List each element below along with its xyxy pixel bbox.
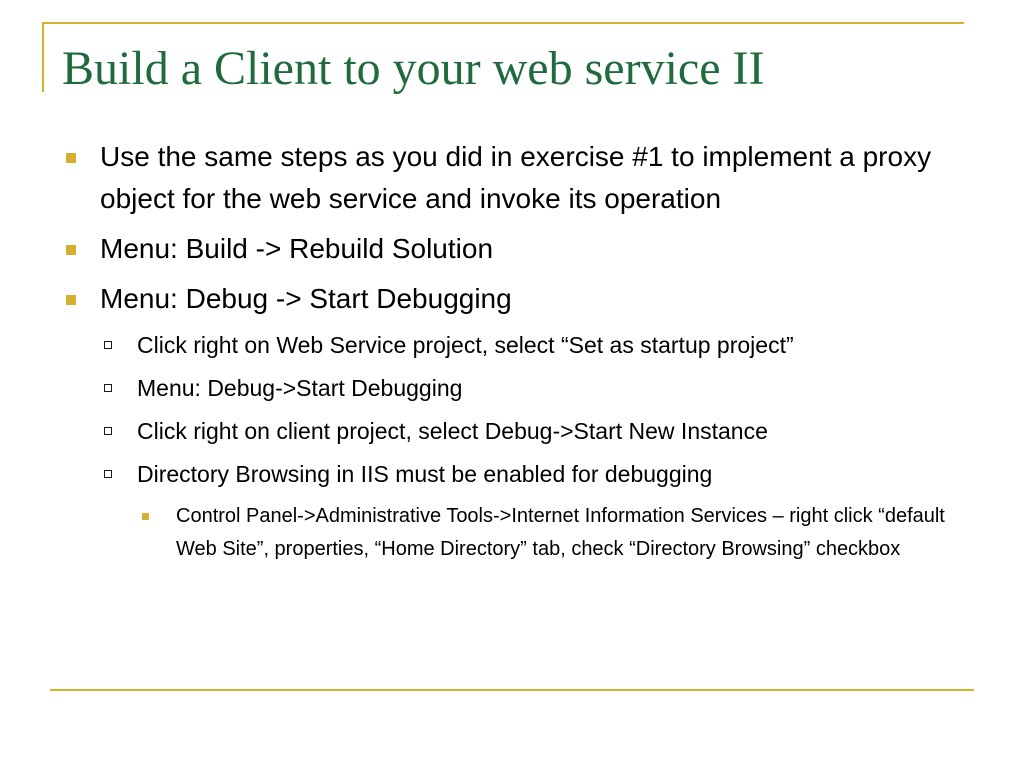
hollow-square-bullet-icon bbox=[104, 427, 112, 435]
bullet-list bbox=[62, 136, 962, 572]
square-bullet-icon bbox=[142, 513, 149, 520]
bullet-text: Use the same steps as you did in exercise #1 to implement a proxy object for the web service and invoke its operation bbox=[100, 141, 932, 214]
frame-top-rule bbox=[42, 22, 964, 24]
bullet-item-start-debugging bbox=[62, 278, 962, 320]
bullet-item-rebuild-solution bbox=[62, 228, 962, 270]
sub-sub-bullet-text: Control Panel->Administrative Tools->Internet Information Services – right click “default Web Site”, properties, “Home Directory” tab, check “Directory Browsing” checkbox bbox=[176, 505, 945, 560]
bullet-text: Menu: Debug -> Start Debugging bbox=[100, 283, 512, 314]
sub-bullet-item-directory-browsing bbox=[100, 457, 962, 491]
sub-sub-bullet-item-iis-settings bbox=[138, 500, 962, 566]
frame-bottom-rule bbox=[50, 689, 974, 691]
bullet-item-proxy-object bbox=[62, 136, 962, 220]
sub-bullet-text: Click right on Web Service project, select “Set as startup project” bbox=[137, 332, 794, 358]
sub-bullet-text: Menu: Debug->Start Debugging bbox=[137, 375, 463, 401]
sub-bullet-text: Click right on client project, select Debug->Start New Instance bbox=[137, 418, 768, 444]
bullet-text: Menu: Build -> Rebuild Solution bbox=[100, 233, 494, 264]
sub-bullet-text: Directory Browsing in IIS must be enabled for debugging bbox=[137, 461, 713, 487]
hollow-square-bullet-icon bbox=[104, 470, 112, 478]
frame-left-rule bbox=[42, 22, 44, 92]
square-bullet-icon bbox=[66, 245, 76, 255]
hollow-square-bullet-icon bbox=[104, 341, 112, 349]
slide-title: Build a Client to your web service II bbox=[62, 42, 765, 95]
square-bullet-icon bbox=[66, 295, 76, 305]
sub-bullet-item-new-instance bbox=[100, 414, 962, 448]
sub-bullet-item-startup-project bbox=[100, 328, 962, 362]
sub-bullet-item-debug-start bbox=[100, 371, 962, 405]
square-bullet-icon bbox=[66, 153, 76, 163]
hollow-square-bullet-icon bbox=[104, 384, 112, 392]
